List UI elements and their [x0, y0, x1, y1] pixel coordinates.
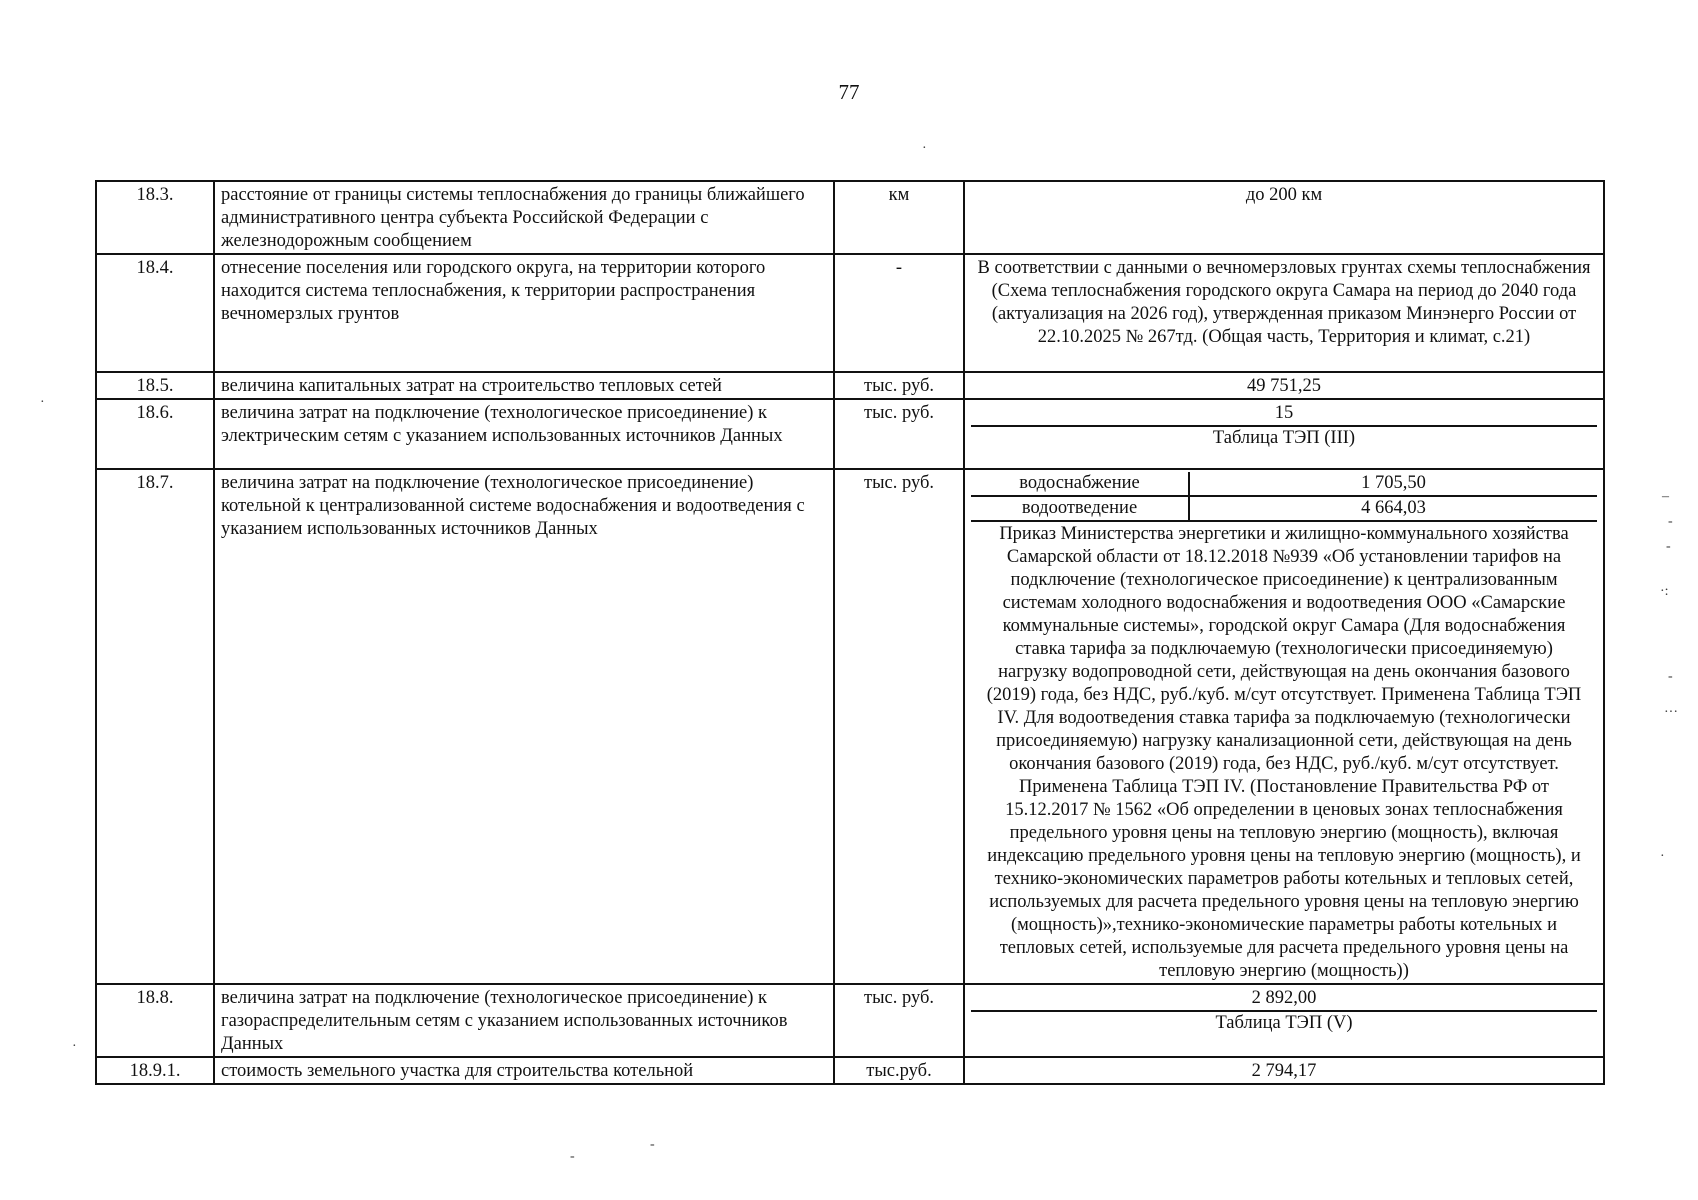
row-source: Таблица ТЭП (III): [1212, 428, 1356, 448]
row-value: 15: [971, 402, 1597, 427]
scan-speck: –: [1662, 489, 1669, 504]
scan-speck: ·: [40, 395, 45, 410]
row-number: 18.8.: [96, 984, 214, 1057]
table-row: [96, 1057, 1604, 1084]
row-unit: -: [834, 254, 964, 372]
table-row: [96, 372, 1604, 399]
row-description: отнесение поселения или городского округа, на территории которого находится система теплоснабжения, к территории распространения вечномерзлых грунтов: [214, 254, 834, 372]
sewerage-row: [971, 496, 1597, 521]
table-row: [96, 469, 1604, 984]
scan-speck: ···: [1664, 705, 1678, 720]
row-description: величина затрат на подключение (технологическое присоединение) к электрическим сетям с указанием использованных источников Данных: [214, 399, 834, 469]
row-number: 18.3.: [96, 181, 214, 254]
row-description: величина затрат на подключение (технологическое присоединение) к газораспределительным сетям с указанием использованных источников Данных: [214, 984, 834, 1057]
table-row: [96, 254, 1604, 372]
row-unit: тыс. руб.: [834, 372, 964, 399]
water-supply-label: водоснабжение: [971, 472, 1189, 496]
scan-speck: ·: [922, 141, 927, 156]
row-description: расстояние от границы системы теплоснабжения до границы ближайшего административного центра субъекта Российской Федерации с железнодорожным сообщением: [214, 181, 834, 254]
page-number: 77: [838, 80, 860, 104]
table-row: [96, 181, 1604, 254]
water-supply-row: [971, 472, 1597, 496]
row-unit: тыс. руб.: [834, 984, 964, 1057]
row-description: величина затрат на подключение (технологическое присоединение) котельной к централизованной системе водоснабжения и водоотведения с указанием использованных источников Данных: [214, 469, 834, 984]
row-value: 2 794,17: [964, 1057, 1604, 1084]
row-unit: тыс. руб.: [834, 469, 964, 984]
row-number: 18.9.1.: [96, 1057, 214, 1084]
row-value: 49 751,25: [964, 372, 1604, 399]
row-value: 2 892,00: [971, 987, 1597, 1012]
scan-speck: -: [570, 1149, 575, 1164]
row-value: до 200 км: [964, 181, 1604, 254]
row-value-cell: [964, 984, 1604, 1057]
row-number: 18.5.: [96, 372, 214, 399]
row-number: 18.4.: [96, 254, 214, 372]
row-unit: км: [834, 181, 964, 254]
row-number: 18.7.: [96, 469, 214, 984]
scan-speck: ·:: [1660, 584, 1669, 599]
row-value-cell: [964, 469, 1604, 984]
row-source: Приказ Министерства энергетики и жилищно-коммунального хозяйства Самарской области от 18.12.2018 №939 «Об установлении тарифов на подключение (технологическое присоединение) к централизованным системам холодного водоснабжения и водоотведения ООО «Самарские коммунальные системы», городской округ Самара (Для водоснабжения ставка тарифа за подключаемую (технологически присоединяемую) нагрузку водопроводной сети, действующая на день окончания базового (2019) года, без НДС, руб./куб. м/сут отсутствует. Применена Таблица ТЭП IV. Для водоотведения ставка тарифа за подключаемую (технологически присоединяемую) нагрузку канализационной сети, действующая на день окончания базового (2019) года, без НДС, руб./куб. м/сут отсутствует. Применена Таблица ТЭП IV. (Постановление Правительства РФ от 15.12.2017 № 1562 «Об определении в ценовых зонах теплоснабжения предельного уровня цены на тепловую энергию (мощность), включая индексацию предельного уровня цены на тепловую энергию (мощность), и технико-экономических параметров работы котельных и тепловых сетей, используемых для расчета предельного уровня цены на тепловую энергию (мощность)»,технико-экономические параметры работы котельных и тепловых сетей, используемые для расчета предельного уровня цены на тепловую энергию (мощность)): [986, 524, 1582, 981]
scan-speck: ·: [72, 1039, 77, 1054]
table-row: [96, 984, 1604, 1057]
table-row: [96, 399, 1604, 469]
row-value: В соответствии с данными о вечномерзловых грунтах схемы теплоснабжения (Схема теплоснабжения городского округа Самара на период до 2040 года (актуализация на 2026 год), утвержденная приказом Минэнерго России от 22.10.2025 № 267тд. (Общая часть, Территория и климат, с.21): [964, 254, 1604, 372]
row-description: величина капитальных затрат на строительство тепловых сетей: [214, 372, 834, 399]
row-unit: тыс.руб.: [834, 1057, 964, 1084]
scan-speck: -: [1668, 514, 1673, 529]
row-value-cell: [964, 399, 1604, 469]
scan-speck: -: [650, 1137, 655, 1152]
row-number: 18.6.: [96, 399, 214, 469]
sewerage-label: водоотведение: [971, 496, 1189, 521]
scan-speck: ·: [1660, 849, 1665, 864]
sewerage-value: 4 664,03: [1189, 496, 1597, 521]
water-costs-subtable: [971, 472, 1597, 522]
row-description: стоимость земельного участка для строительства котельной: [214, 1057, 834, 1084]
scan-speck: -: [1666, 539, 1671, 554]
parameters-table: [95, 180, 1605, 1085]
scan-speck: -: [1668, 669, 1673, 684]
water-supply-value: 1 705,50: [1189, 472, 1597, 496]
row-unit: тыс. руб.: [834, 399, 964, 469]
row-source: Таблица ТЭП (V): [1215, 1013, 1353, 1033]
